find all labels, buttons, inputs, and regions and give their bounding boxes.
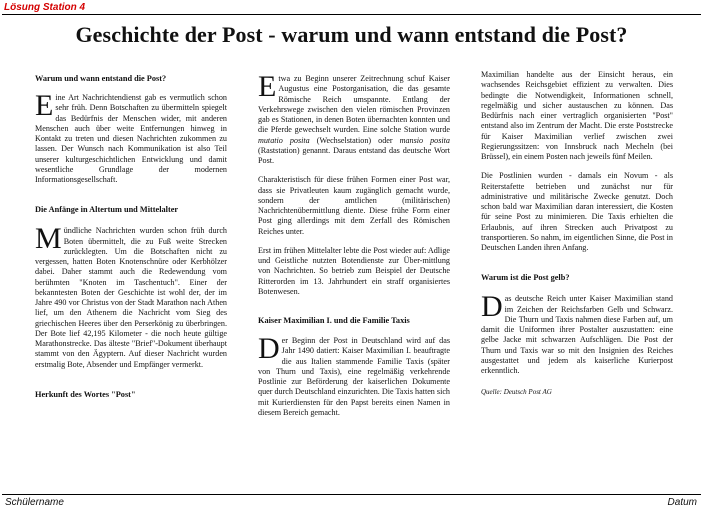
column-1 xyxy=(35,72,227,400)
paragraph-augustus: Etwa zu Beginn unserer Zeitrechnung schuf Kaiser Augustus eine Postorganisation, die das gesamte Römische Reich umspannte. Entlang der Verkehrswege zwischen den vielen römischen Provinzen gab es Stationen, in denen Boten übernachten konnten und die Pferde gewechselt wurden. Eine solche Station wurde mutatio posita (Wechselstation) oder mansio posita (Raststation) genannt. Daraus entstand das deutsche Wort Post. xyxy=(258,70,450,165)
column-2 xyxy=(258,72,450,418)
source-caption: Quelle: Deutsch Post AG xyxy=(481,388,552,397)
heading-maximilian: Kaiser Maximilian I. und die Familie Taxis xyxy=(258,316,410,325)
dropcap: E xyxy=(258,70,277,103)
paragraph-yellow: Das deutsche Reich unter Kaiser Maximilian stand im Zeichen der Reichsfarben Gelb und Schwarz. Die Thurn und Taxis nahmen diese Farben auf, um damit die Uniformen ihrer Postalter auszustatten: eine gelbe Jacke mit schwarzen Aufschlägen. Die Post der Thurn und Taxis war so mit den Insignien des Reiches ausgestattet und jedem als kaiserliche Kurierpost erkenntlich. xyxy=(481,290,673,375)
paragraph-postlines: Die Postlinien wurden - damals ein Novum - als Reiterstafette betrieben und zunächst nur für administrative und militärische Zwecke genutzt. Doch schon bald war Maximilian daran interessiert, die Kosten für seine Post zu minimieren. Die Taxis erhielten die Erlaubnis, auf ihren Strecken auch Privatpost zu transportieren. So nahm, im eigentlichen Sinne, die Post in Deutschen Landen ihren Anfang. xyxy=(481,171,673,252)
paragraph-maximilian: Der Beginn der Post in Deutschland wird auf das Jahr 1490 datiert: Kaiser Maximilian I. beauftragte die aus Italien stammende Familie Taxis (später von Thurn und Taxis), eine regelmäßig verkehrende Postlinie zur Beförderung der kaiserlichen Dokumente quer durch Deutschland einzurichten. Die Taxis hatten sich mit Kurierdiensten für den Papst bereits einen Namen in diesem Bereich gemacht. xyxy=(258,332,450,417)
date-label: Datum xyxy=(667,497,697,508)
dropcap: M xyxy=(35,222,62,256)
paragraph-beginnings: Mündliche Nachrichten wurden schon früh durch Boten übermittelt, die zu Fuß weite Strecken zurücklegten. Um die Botschaften nicht zu vergessen, hatten Boten Knotenschnüre oder Kerbhölzer dabei. Daher stammt auch die Redewendung vom berühmten "Knoten im Taschentuch". Einer der bekanntesten Boten der Geschichte ist wohl der, der im Jahre 490 vor Christus von der Stadt Marathon nach Athen lief, um den Athenern die Nachricht vom Sieg des griechischen Heeres über den Perserkönig zu überbringen. Der Bote lief 42,195 Kilometer - die noch heute gültige Marathonstrecke. Das älteste "Brief"-Dokument überhaupt stammt von den Ägyptern. Auf dieser Nachricht wurden erstmalig Bote, Absender und Empfänger vermerkt. xyxy=(35,222,227,369)
paragraph-middle-ages: Erst im frühen Mittelalter lebte die Post wieder auf: Adlige und Geistliche nutzten Botendienste zur Über-mittlung von Nachrichten. So betrieb zum Beispiel der Deutsche Ritterorden im 13. Jahrhundert ein straff organisiertes Botenwesen. xyxy=(258,245,450,296)
student-name-label: Schülername xyxy=(5,497,64,508)
paragraph-early-forms: Charakteristisch für diese frühen Formen einer Post war, dass sie Privatleuten kaum zugänglich gemacht wurde, sondern der amtlichen (militärischen) Nachrichtenübermittlung diente. Diese frühe Form einer Post ging allerdings mit dem Zerfall des Römischen Reiches unter. xyxy=(258,175,450,236)
heading-why-yellow: Warum ist die Post gelb? xyxy=(481,273,570,283)
paragraph-maximilian-cont: Maximilian handelte aus der Einsicht heraus, ein wachsendes Reichsgebiet effizient zu verwalten. Dies bedingte die Notwendigkeit, Informationen schnell, regelmäßig und sicher austauschen zu können. Das Bedürfnis nach einer vertraglich organisierten "Post" entstand also im Zentrum der Macht. Die erste Poststrecke für Kaiser Maximilian verlief zwischen zwei Regierungssitzen: von Innsbruck nach Mecheln (bei Brüssel), ein einem Posten nach jeweils fünf Meilen. xyxy=(481,70,673,161)
dropcap: D xyxy=(481,290,503,324)
heading-word-origin: Herkunft des Wortes "Post" xyxy=(35,389,136,399)
heading-why-when: Warum und wann entstand die Post? xyxy=(35,74,167,83)
station-label: Lösung Station 4 xyxy=(4,2,86,13)
paragraph-intro: Eine Art Nachrichtendienst gab es vermutlich schon sehr früh. Denn Botschaften zu übermitteln spiegelt das Bedürfnis der Menschen wider, mit anderen Menschen auch über weite Entfernungen hinweg in Kontakt zu treten und diesen Nachrichten zukommen zu lassen. Der Wunsch nach Kommunikation ist also Teil unserer kulturgeschichtlichen Entwicklung und damit wesentliche Grundlage der modernen Informationsgesellschaft. xyxy=(35,89,227,184)
heading-beginnings: Die Anfänge in Altertum und Mittelalter xyxy=(35,205,179,215)
dropcap: E xyxy=(35,89,54,122)
dropcap: D xyxy=(258,332,280,365)
page-title: Geschichte der Post - warum und wann entstand die Post? xyxy=(75,22,628,47)
column-3 xyxy=(481,70,673,397)
